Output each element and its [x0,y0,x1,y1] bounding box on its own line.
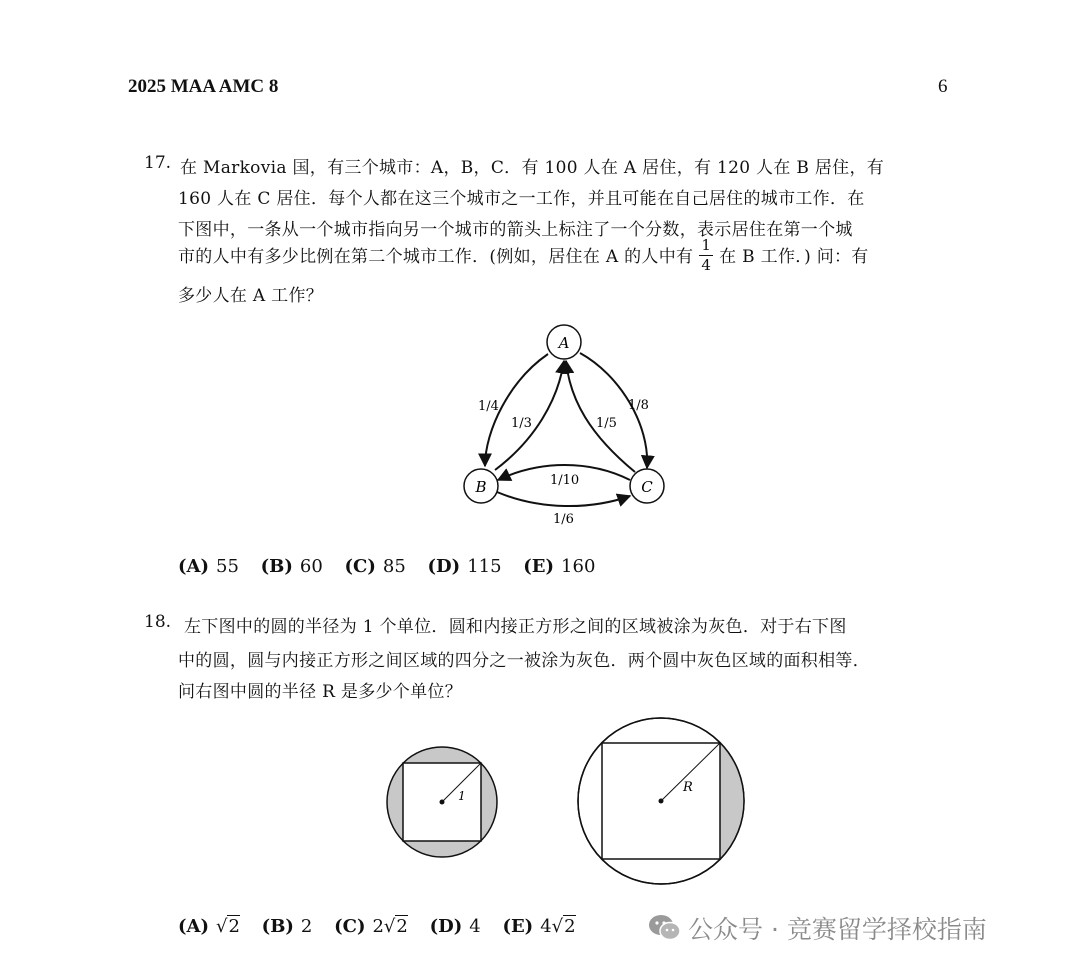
q18-line-3: 问右图中圆的半径 R 是多少个单位？ [178,682,463,702]
label-c-to-b: 1/10 [550,473,580,488]
left-center-dot [440,800,445,805]
label-b-to-c: 1/6 [553,512,574,527]
q17-choice-a[interactable]: (A) 55 [178,556,239,577]
edge-b-to-c [497,492,630,506]
q18-choices [178,916,592,937]
q17-fraction [699,238,713,273]
q17-line-2: 160 人在 C 居住．每个人都在这三个城市之一工作，并且可能在自己居住的城市工作．在 [178,189,865,209]
node-c-label: C [641,478,653,496]
right-radius-label: R [683,780,693,795]
q18-number: 18. [144,612,172,632]
q17-choice-e[interactable]: (E) 160 [523,556,596,577]
header-title: 2025 MAA AMC 8 [128,76,279,97]
right-shaded-segment [720,743,744,859]
q17-number: 17. [144,153,172,173]
q18-right-figure [570,712,754,892]
q18-line-2: 中的圆，圆与内接正方形之间区域的四分之一被涂为灰色．两个圆中灰色区域的面积相等． [178,651,870,671]
q17-line-4-after: 在 B 工作．) 问：有 [719,247,869,267]
wechat-icon [648,913,682,943]
label-a-to-b: 1/4 [478,399,499,414]
q18-choice-c[interactable]: (C) 2√2 [334,916,408,937]
watermark [648,910,987,946]
q17-line-1: 在 Markovia 国，有三个城市：A，B，C．有 100 人在 A 居住，有 120 人在 B 居住，有 [180,158,885,178]
q17-choice-d[interactable]: (D) 115 [427,556,502,577]
q17-line-4-before: 市的人中有多少比例在第二个城市工作．(例如，居住在 A 的人中有 [178,247,694,267]
q17-choice-b[interactable]: (B) 60 [260,556,323,577]
page-number: 6 [938,76,948,97]
q18-choice-a[interactable]: (A) √2 [178,916,240,937]
q17-city-graph [440,320,680,535]
q17-fraction-num: 1 [701,236,712,254]
q17-line-3: 下图中，一条从一个城市指向另一个城市的箭头上标注了一个分数，表示居住在第一个城 [178,220,853,240]
q18-choice-e[interactable]: (E) 4√2 [502,916,576,937]
label-b-to-a: 1/3 [511,416,532,431]
q17-line-5: 多少人在 A 工作？ [178,286,324,306]
q17-fraction-den: 4 [701,256,712,274]
node-a-label: A [558,334,570,352]
right-center-dot [659,799,664,804]
node-b-label: B [475,478,487,496]
q17-choices [178,556,611,577]
q18-choice-b[interactable]: (B) 2 [261,916,313,937]
q18-left-figure [380,740,504,864]
watermark-text: 公众号 · 竞赛留学择校指南 [688,915,987,944]
q18-line-1: 左下图中的圆的半径为 1 个单位．圆和内接正方形之间的区域被涂为灰色．对于右下图 [184,617,847,637]
q17-choice-c[interactable]: (C) 85 [344,556,406,577]
q18-choice-d[interactable]: (D) 4 [429,916,481,937]
q17-line-4 [178,236,869,275]
label-c-to-a: 1/5 [596,416,617,431]
label-a-to-c: 1/8 [628,398,649,413]
left-radius-label: 1 [458,789,466,803]
